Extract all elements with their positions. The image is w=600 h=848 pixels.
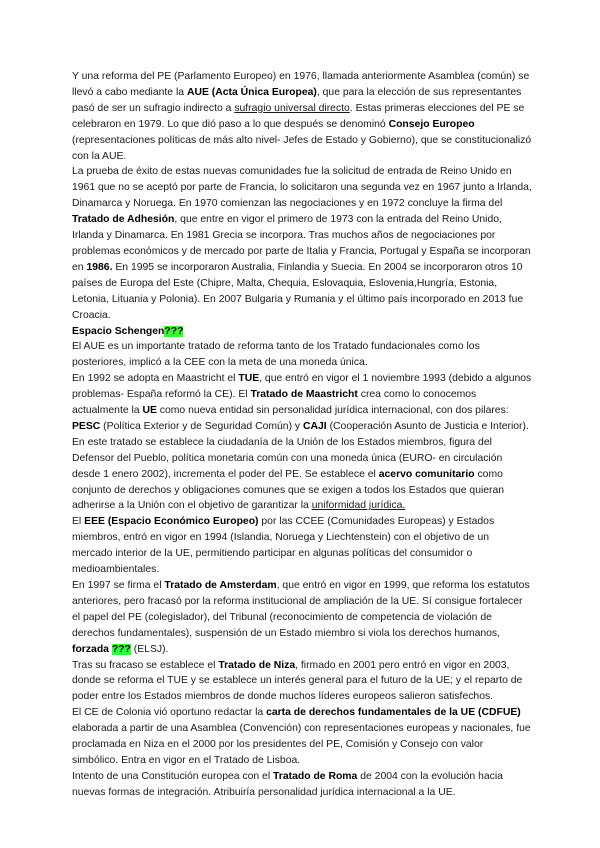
text: , que entre en vigor el primero de 1973 con la entrada del Reino Unido, Irlanda y Dinamarca. En 1981 Grecia se incorpora. Tras muchos años de negociaciones por problemas económicos y de mercado por parte de Italia y Francia, Portugal y España se incorporan en (72, 214, 531, 273)
text: (Política Exterior y de Seguridad Común) y (100, 420, 304, 432)
text: El CE de Colonia vió oportuno redactar la (72, 707, 267, 719)
text: de 2004 con la evolución hacia nuevas formas de integración. Atribuiría personalidad jurídica internacional a la UE. (72, 770, 503, 798)
bold-term: forzada (72, 643, 109, 655)
heading-text: Espacio Schengen (72, 325, 165, 337)
paragraph-cdfue (72, 705, 532, 769)
text: El (72, 516, 85, 528)
text: . Estas primeras elecciones del PE se celebraron en 1979. Lo que dió paso a lo que después se denominó (72, 102, 525, 130)
text: (representaciones políticas de más alto nivel- Jefes de Estado y Gobierno), que se constitucionalizó con la AUE. (72, 134, 532, 162)
bold-term: CAJI (303, 420, 327, 432)
bold-term: TUE (238, 373, 260, 385)
bold-term: Tratado de Maastricht (250, 389, 358, 401)
text: (ELSJ). (130, 643, 169, 655)
text: como nueva entidad sin personalidad jurídica internacional, con dos pilares: (156, 405, 509, 417)
section-heading-schengen (72, 324, 532, 340)
underlined-term: sufragio universal directo (234, 102, 350, 114)
text: En 1995 se incorporaron Australia, Finlandia y Suecia. En 2004 se incorporaron otros 10 países de Europa del Este (Chipre, Malta, Chequia, Eslovaquia, Eslovenia,Hungría, Estonia, Letonia, Lituania y Polonia). En 2007 Bulgaria y Rumania y el último país incorporado en 2013 fue Croacia. (72, 261, 524, 321)
bold-term: EEE (Espacio Económico Europeo) (84, 516, 259, 528)
text: El AUE es un importante tratado de reforma tanto de los Tratado fundacionales como los posteriores, implicó a la CEE con la meta de una moneda única. (72, 341, 480, 369)
text: En 1992 se adopta en Maastricht el (72, 373, 239, 385)
bold-term: carta de derechos fundamentales de la UE (CDFUE) (266, 707, 521, 719)
paragraph-constitution (72, 769, 532, 801)
paragraph-enlargement (72, 164, 532, 323)
text: crea como lo conocemos actualmente la (72, 389, 477, 417)
paragraph-eee (72, 514, 532, 578)
text: , que entró en vigor en 1999, que reforma los estatutos anteriores, pero fracasó por la reforma institucional de ampliación de la UE. Sí consigue fortalecer el papel del PE (colegislador), del Tribunal (reconocimiento de competencia de violación de derechos fundamentales), suspensión de un Estado miembro si viola los derechos humanos, (72, 580, 530, 639)
text: Y una reforma del PE (Parlamento Europeo) en 1976, llamada anteriormente Asamblea (común) se llevó a cabo mediante la (72, 71, 530, 98)
bold-term: AUE (Acta Única Europea) (186, 86, 317, 98)
text: , que entró en vigor el 1 noviembre 1993 (debido a algunos problemas- España reformó la CE). El (72, 373, 532, 401)
text: como conjunto de derechos y obligaciones comunes que se exigen a todos los Estados que quieran adherirse a la Unión con el objetivo de garantizar la (72, 468, 505, 512)
bold-term: Tratado de Amsterdam (164, 580, 277, 591)
text: , que para la elección de sus representantes pasó de ser un sufragio indirecto a (72, 86, 522, 114)
bold-term: Tratado de Adhesión (72, 214, 175, 226)
text: Tras su fracaso se establece el (72, 659, 219, 671)
text: Intento de una Constitución europea con el (72, 770, 274, 782)
paragraph-aue-reform (72, 339, 532, 371)
text: , firmado en 2001 pero entró en vigor en 2003, donde se reforma el TUE y se establece un interés general para el futuro de la UE; y el reparto de poder entre los Estados miembros de donde muchos líderes europeos salieron satisfechos. (72, 659, 523, 703)
bold-term: Consejo Europeo (388, 118, 475, 130)
text: por las CCEE (Comunidades Europeas) y Estados miembros, entró en vigor en 1994 (Islandia, Noruega y Liechtenstein) con el objetivo de un mercado interior de la UE, permitiendo participar en algunas políticas del consumidor o medioambientales. (72, 516, 495, 576)
paragraph-amsterdam (72, 578, 532, 658)
bold-term: Tratado de Roma (273, 770, 358, 782)
paragraph-maastricht (72, 371, 532, 514)
text: elaborada a partir de una Asamblea (Convención) con representaciones europeas y nacionales, fue proclamada en Niza en el 2000 por los presidentes del PE, Comisión y Consejo con valor simbólico. Entra en vigor en el Tratado de Lisboa. (72, 723, 531, 766)
bold-term: Tratado de Niza (218, 659, 296, 671)
document-page (72, 69, 532, 801)
bold-term: 1986. (86, 261, 113, 273)
highlight-mark: ??? (111, 643, 131, 655)
text: En 1997 se firma el (72, 580, 165, 591)
bold-term: acervo comunitario (378, 468, 475, 480)
paragraph-aue-intro (72, 69, 532, 164)
bold-term: UE (142, 405, 157, 417)
text: (Cooperación Asunto de Justicia e Interior). En este tratado se establece la ciudadanía de la Unión de los Estados miembros, figura del Defensor del Pueblo, política monetaria común con una moneda única (EURO- en circulación desde 1 enero 2002), incrementa el poder del PE. Se establece el (72, 420, 529, 480)
bold-term: PESC (72, 420, 101, 432)
text: La prueba de éxito de estas nuevas comunidades fue la solicitud de entrada de Reino Unido en 1961 que no se aceptó por parte de Francia, lo solicitaron una segunda vez en 1967 junto a Irlanda, Dinamarca y Noruega. En 1970 comienzan las negociaciones y en 1972 concluye la firma del (72, 166, 532, 210)
paragraph-niza (72, 658, 532, 706)
underlined-term: uniformidad jurídica. (311, 500, 406, 512)
highlight-mark: ??? (164, 325, 184, 337)
